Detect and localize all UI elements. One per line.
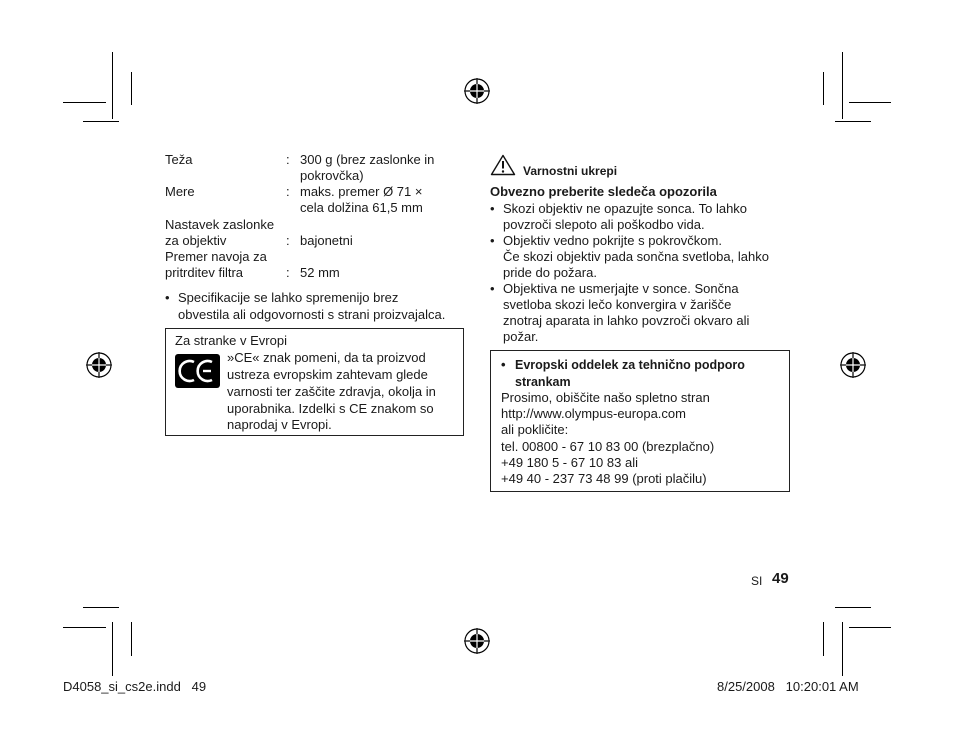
bullet: • — [490, 281, 495, 296]
spec-note-line: Specifikacije se lahko spremenijo brez — [178, 290, 399, 305]
spec-value: cela dolžina 61,5 mm — [300, 200, 423, 215]
support-url[interactable]: http://www.olympus-europa.com — [501, 406, 686, 421]
spec-label: Premer navoja za — [165, 249, 267, 264]
support-line: ali pokličite: — [501, 422, 569, 437]
spec-label: Mere — [165, 184, 195, 199]
ce-mark-glyph — [175, 354, 220, 388]
footer-file: D4058_si_cs2e.indd 49 — [63, 679, 207, 694]
page-number: 49 — [772, 570, 789, 587]
safety-item — [490, 201, 800, 235]
safety-subheading: Obvezno preberite sledeča opozorila — [490, 184, 717, 199]
support-line: Prosimo, obiščite našo spletno stran — [501, 390, 710, 405]
spec-value: bajonetni — [300, 233, 353, 248]
spec-note — [165, 290, 475, 324]
europe-box-line: varnosti ter zaščite zdravja, okolja in — [227, 384, 436, 399]
spec-value: 300 g (brez zaslonke in — [300, 152, 435, 167]
safety-line: pride do požara. — [503, 265, 597, 280]
warning-triangle-icon — [490, 154, 516, 176]
europe-box-line: naprodaj v Evropi. — [227, 417, 332, 432]
spec-label: za objektiv — [165, 233, 227, 248]
safety-line: požar. — [503, 329, 539, 344]
safety-line: Če skozi objektiv pada sončna svetloba, lahko — [503, 249, 769, 264]
spec-colon: : — [286, 152, 290, 167]
europe-box-line: »CE« znak pomeni, da ta proizvod — [227, 350, 426, 365]
spec-value: pokrovčka) — [300, 168, 364, 183]
support-phone: +49 180 5 - 67 10 83 ali — [501, 455, 638, 470]
spec-table — [165, 152, 465, 282]
safety-line: svetloba skozi lečo konvergira v žarišče — [503, 297, 732, 312]
registration-mark-icon — [463, 77, 491, 105]
safety-line: znotraj aparata in lahko povzroči okvaro ali — [503, 313, 750, 328]
spec-colon: : — [286, 265, 290, 280]
spec-colon: : — [286, 233, 290, 248]
bullet: • — [490, 233, 495, 248]
support-heading: strankam — [515, 375, 571, 389]
spec-colon: : — [286, 184, 290, 199]
safety-line: Objektiva ne usmerjajte v sonce. Sončna — [503, 281, 739, 296]
safety-line: povzroči slepoto ali poškodbo vida. — [503, 217, 705, 232]
support-phone: tel. 00800 - 67 10 83 00 (brezplačno) — [501, 439, 715, 454]
support-heading: Evropski oddelek za tehnično podporo — [515, 358, 745, 372]
spec-value: maks. premer Ø 71 × — [300, 184, 423, 199]
safety-item — [490, 281, 800, 347]
spec-label: Teža — [165, 152, 193, 167]
spec-label: pritrditev filtra — [165, 265, 244, 280]
spec-note-line: obvestila ali odgovornosti s strani proizvajalca. — [178, 307, 446, 322]
support-phone: +49 40 - 237 73 48 99 (proti plačilu) — [501, 471, 707, 486]
registration-mark-icon — [463, 627, 491, 655]
ce-mark-icon — [175, 354, 220, 388]
bullet: • — [490, 201, 495, 216]
spec-value: 52 mm — [300, 265, 340, 280]
safety-line: Objektiv vedno pokrijte s pokrovčkom. — [503, 233, 722, 248]
page-language: SI — [751, 574, 763, 588]
footer-date: 8/25/2008 10:20:01 AM — [717, 679, 859, 694]
registration-mark-icon — [839, 351, 867, 379]
bullet: • — [501, 357, 506, 372]
europe-box-line: uporabnika. Izdelki s CE znakom so — [227, 401, 434, 416]
europe-box-title: Za stranke v Evropi — [175, 333, 287, 348]
support-box — [490, 350, 790, 492]
spec-label: Nastavek zaslonke — [165, 217, 275, 232]
safety-item — [490, 233, 800, 283]
europe-box-line: ustreza evropskim zahtevam glede — [227, 367, 428, 382]
europe-ce-box — [165, 328, 464, 436]
safety-line: Skozi objektiv ne opazujte sonca. To lahko — [503, 201, 748, 216]
bullet: • — [165, 290, 170, 305]
registration-mark-icon — [85, 351, 113, 379]
safety-heading: Varnostni ukrepi — [523, 164, 618, 178]
